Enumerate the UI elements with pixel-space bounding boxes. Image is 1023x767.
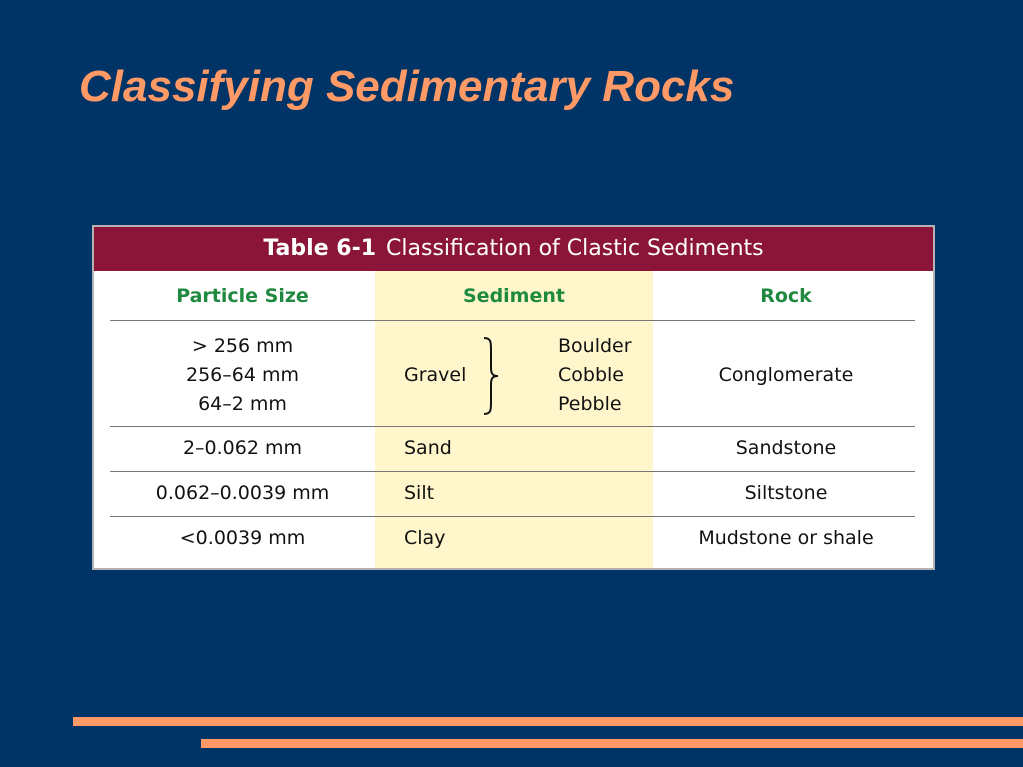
table-row-sand-rock: Sandstone	[735, 437, 837, 459]
accent-stripe-upper	[73, 717, 1023, 726]
particle-size-line: 64–2 mm	[198, 393, 287, 415]
particle-size-line: 256–64 mm	[186, 364, 299, 386]
table-row-gravel-subtypes	[558, 332, 632, 419]
subtype-label: Boulder	[558, 335, 632, 357]
subtype-label: Pebble	[558, 393, 622, 415]
table-row-gravel-rock: Conglomerate	[718, 364, 854, 386]
column-header-particle-size: Particle Size	[176, 285, 309, 307]
table-row-silt-particle-size: 0.062–0.0039 mm	[155, 482, 330, 504]
header-divider	[110, 320, 915, 321]
row-divider	[110, 471, 915, 472]
table-row-sand-sediment: Sand	[404, 437, 452, 459]
subtype-label: Cobble	[558, 364, 624, 386]
accent-stripe-lower	[201, 739, 1023, 748]
particle-size-line: > 256 mm	[191, 335, 294, 357]
table-row-clay-rock: Mudstone or shale	[698, 527, 874, 549]
slide-title: Classifying Sedimentary Rocks	[79, 62, 735, 111]
column-header-sediment: Sediment	[463, 285, 565, 307]
table-caption	[94, 227, 933, 271]
row-divider	[110, 426, 915, 427]
table-number: Table 6-1	[263, 236, 377, 261]
column-header-rock: Rock	[760, 285, 812, 307]
table-row-clay-particle-size: <0.0039 mm	[179, 527, 306, 549]
table-row-sand-particle-size: 2–0.062 mm	[182, 437, 303, 459]
table-row-silt-rock: Siltstone	[744, 482, 828, 504]
table-row-clay-sediment: Clay	[404, 527, 446, 549]
table-row-silt-sediment: Silt	[404, 482, 435, 504]
row-divider	[110, 516, 915, 517]
table-row-gravel-sediment: Gravel	[404, 364, 467, 386]
table-title: Classification of Clastic Sediments	[386, 236, 764, 261]
brace-icon	[482, 336, 500, 416]
table-row-gravel-particle-size	[110, 332, 375, 419]
sediment-classification-table	[92, 225, 935, 570]
